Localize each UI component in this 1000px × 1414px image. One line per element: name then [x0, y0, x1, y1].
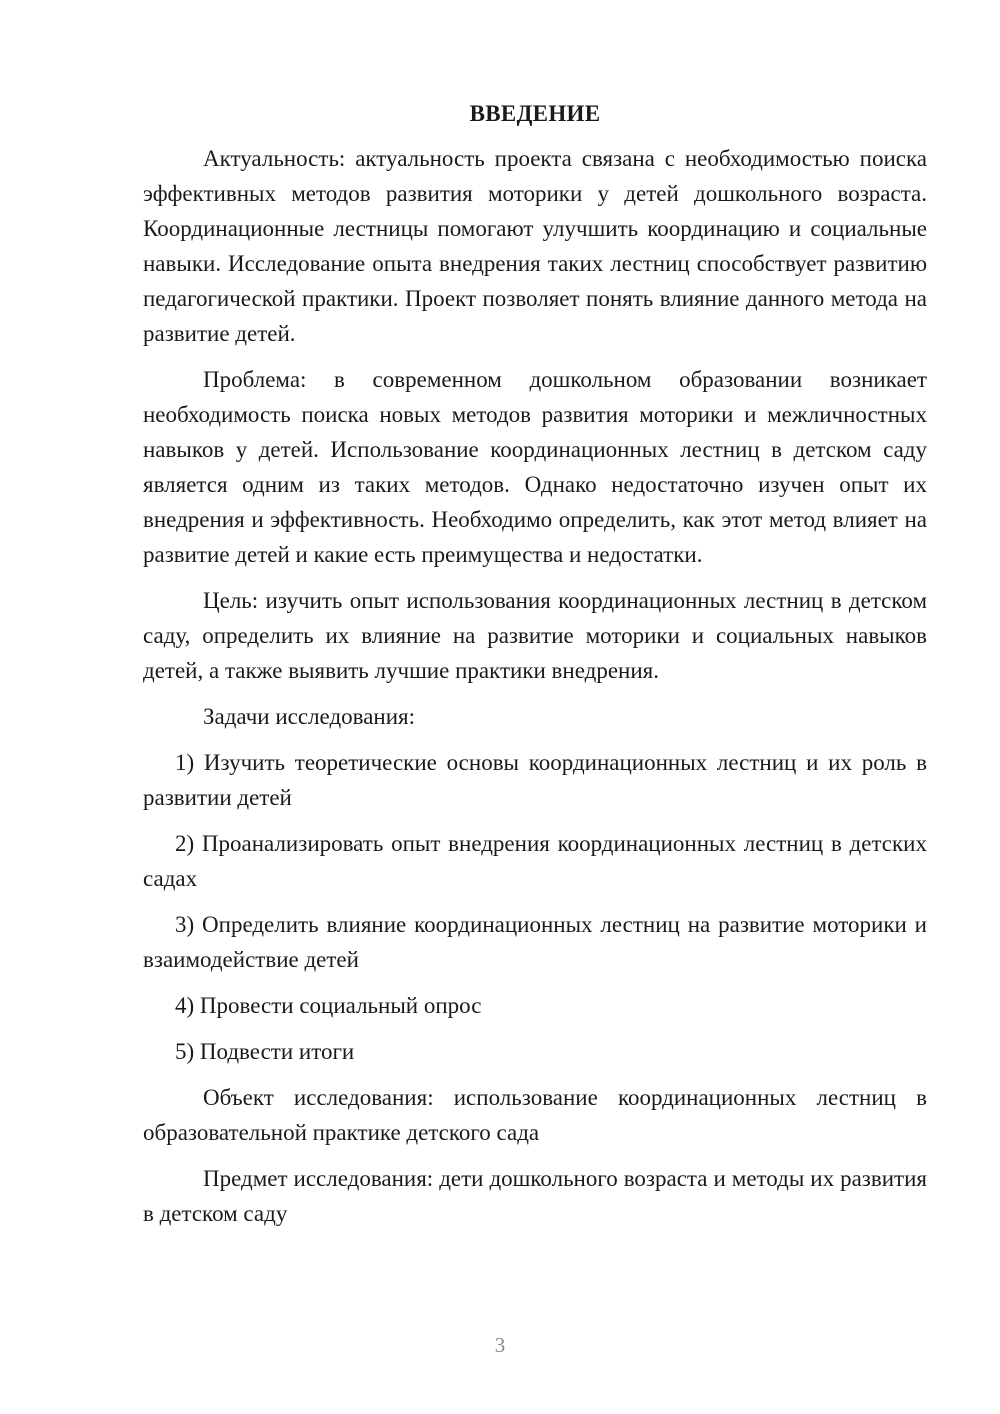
relevance-paragraph: Актуальность: актуальность проекта связана с необходимостью поиска эффективных методов развития моторики у детей дошкольного возраста. Координационные лестницы помогают улучшить координацию и социальные навыки. Исследование опыта внедрения таких лестниц способствует развитию педагогической практики. Проект позволяет понять влияние данного метода на развитие детей.: [143, 146, 927, 346]
task-item: 4) Провести социальный опрос: [175, 993, 482, 1018]
task-item: 5) Подвести итоги: [175, 1039, 355, 1064]
problem-paragraph: Проблема: в современном дошкольном образовании возникает необходимость поиска новых методов развития моторики и межличностных навыков у детей. Использование координационных лестниц в детском саду является одним из таких методов. Однако недостаточно изучен опыт их внедрения и эффективность. Необходимо определить, как этот метод влияет на развитие детей и какие есть преимущества и недостатки.: [143, 367, 927, 567]
object-paragraph: Объект исследования: использование координационных лестниц в образовательной практике детского сада: [143, 1085, 927, 1145]
page-content: [143, 96, 927, 1242]
tasks-heading: Задачи исследования:: [203, 704, 416, 729]
page-number: 3: [494, 1333, 506, 1357]
goal-paragraph: Цель: изучить опыт использования координационных лестниц в детском саду, определить их влияние на развитие моторики и социальных навыков детей, а также выявить лучшие практики внедрения.: [143, 588, 927, 683]
section-title: ВВЕДЕНИЕ: [469, 101, 601, 126]
task-item: 3) Определить влияние координационных лестниц на развитие моторики и взаимодействие детей: [143, 912, 927, 972]
task-item: 2) Проанализировать опыт внедрения координационных лестниц в детских садах: [143, 831, 927, 891]
subject-paragraph: Предмет исследования: дети дошкольного возраста и методы их развития в детском саду: [143, 1166, 927, 1226]
task-item: 1) Изучить теоретические основы координационных лестниц и их роль в развитии детей: [143, 750, 927, 810]
